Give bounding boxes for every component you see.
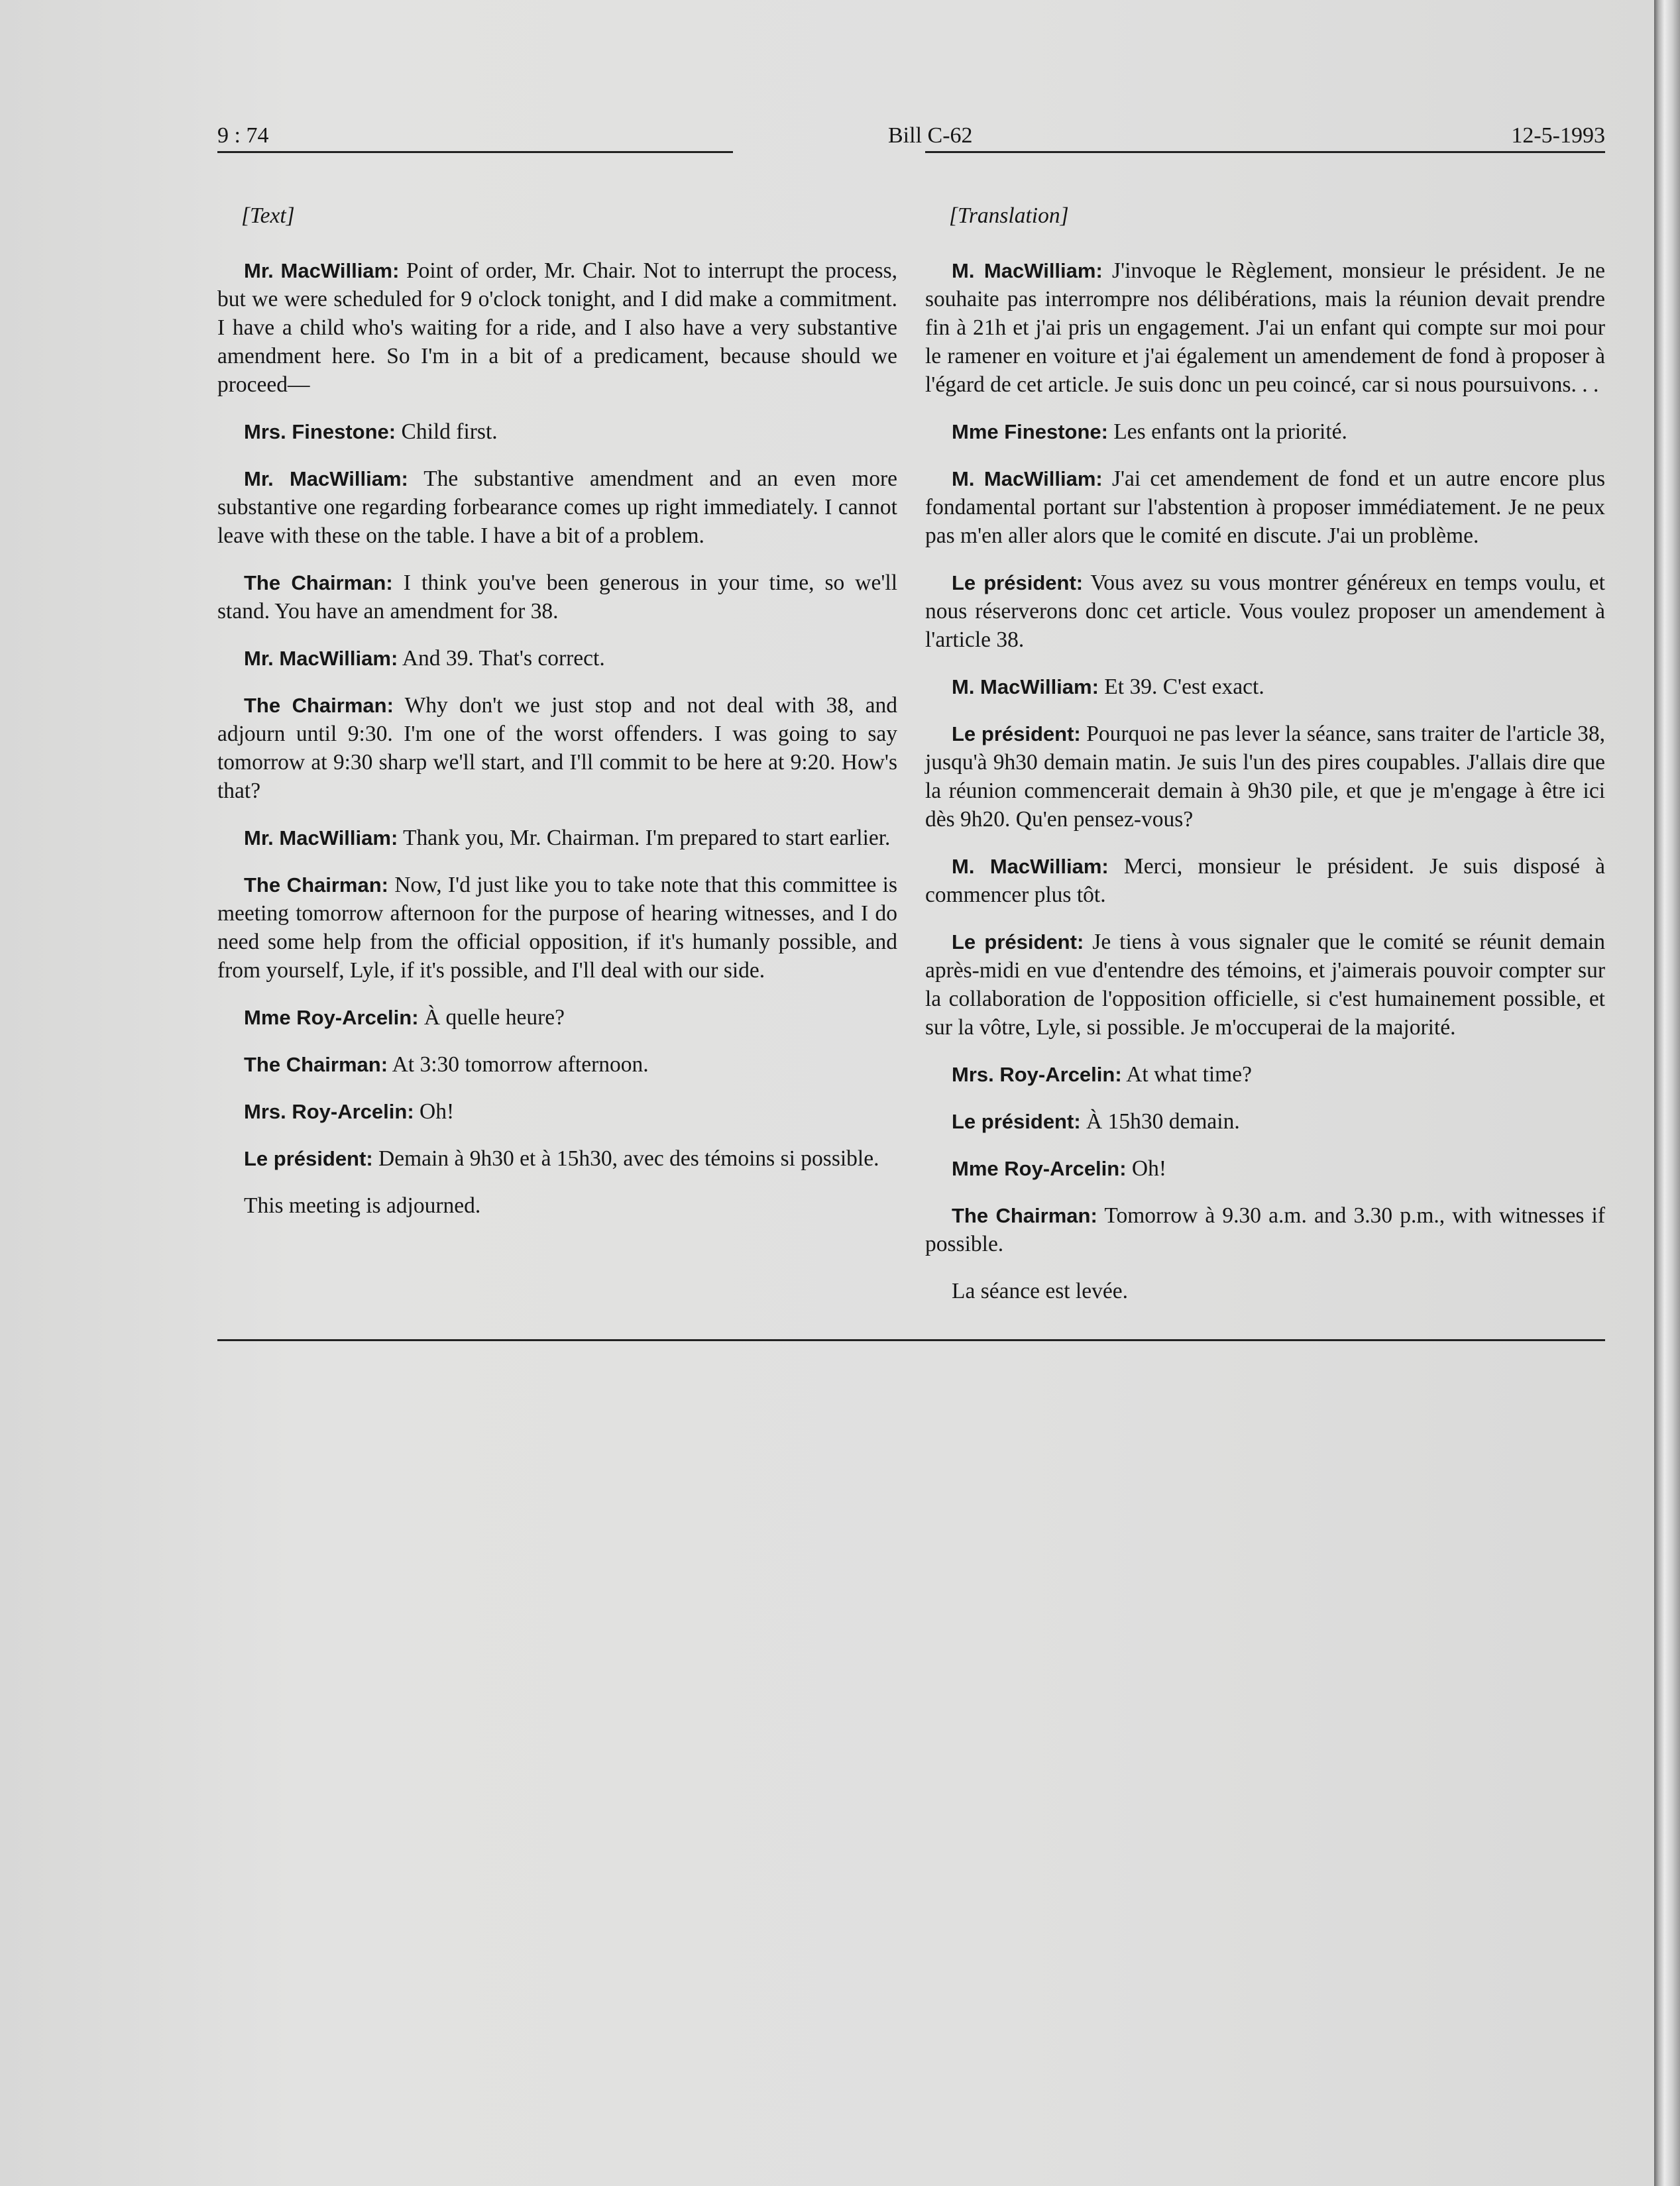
transcript-entry bbox=[217, 1191, 897, 1220]
entry-text: Oh! bbox=[420, 1099, 455, 1124]
column-heading: [Translation] bbox=[949, 203, 1069, 228]
transcript-entry bbox=[217, 256, 897, 399]
transcript-entry bbox=[217, 644, 897, 673]
entry-text: At 3:30 tomorrow afternoon. bbox=[392, 1052, 649, 1077]
transcript-entry bbox=[925, 928, 1605, 1042]
transcript-entry bbox=[217, 569, 897, 626]
transcript-entry bbox=[217, 1097, 897, 1126]
entry-text: Demain à 9h30 et à 15h30, avec des témoins si possible. bbox=[378, 1146, 879, 1171]
entry-text: Point of order, Mr. Chair. Not to interrupt the process, but we were scheduled for 9 o'clock tonight, and I did make a commitment. I have a child who's waiting for a ride, and I also have a very substantive amendment here. So I'm in a bit of a predicament, because should we proceed— bbox=[217, 258, 898, 397]
page-binding-edge bbox=[1654, 0, 1680, 2186]
running-header bbox=[217, 123, 1605, 154]
speaker-name: Mrs. Roy-Arcelin: bbox=[244, 1100, 414, 1123]
entry-text: Why don't we just stop and not deal with 38, and adjourn until 9:30. I'm one of the worst offenders. I was going to say tomorrow at 9:30 sharp we'll start, and I'll commit to be here at 9:20. How's that? bbox=[217, 693, 898, 803]
entry-text: Tomorrow à 9.30 a.m. and 3.30 p.m., with witnesses if possible. bbox=[925, 1203, 1605, 1256]
speaker-name: Mme Roy-Arcelin: bbox=[244, 1006, 419, 1029]
entry-text: La séance est levée. bbox=[952, 1279, 1128, 1303]
transcript-entry bbox=[925, 1107, 1605, 1136]
speaker-name: Mr. MacWilliam: bbox=[244, 647, 398, 670]
speaker-name: The Chairman: bbox=[244, 873, 388, 897]
speaker-name: Mme Roy-Arcelin: bbox=[952, 1157, 1127, 1180]
entry-text: At what time? bbox=[1126, 1062, 1252, 1087]
column-heading: [Text] bbox=[241, 203, 295, 228]
header-date: 12-5-1993 bbox=[1511, 123, 1605, 148]
speaker-name: Mme Finestone: bbox=[952, 420, 1108, 443]
entry-text: Oh! bbox=[1131, 1156, 1167, 1181]
speaker-name: Mr. MacWilliam: bbox=[244, 826, 398, 849]
transcript-entry bbox=[925, 256, 1605, 399]
transcript-entry bbox=[925, 852, 1605, 909]
entry-text: The substantive amendment and an even more substantive one regarding forbearance comes up right immediately. I cannot leave with these on the table. I have a bit of a problem. bbox=[217, 466, 897, 548]
transcript-entry bbox=[925, 569, 1605, 654]
speaker-name: The Chairman: bbox=[244, 694, 394, 717]
speaker-name: M. MacWilliam: bbox=[952, 675, 1099, 698]
speaker-name: Mr. MacWilliam: bbox=[244, 467, 408, 490]
entry-text: Now, I'd just like you to take note that this committee is meeting tomorrow afternoon for the purpose of hearing witnesses, and I do need some help from the official opposition, if it's humanly possible, and from yourself, Lyle, if it's possible, and I'll deal with our side. bbox=[217, 873, 897, 983]
transcript-entry bbox=[217, 1003, 897, 1032]
speaker-name: Le président: bbox=[952, 1110, 1081, 1133]
entry-text: J'ai cet amendement de fond et un autre encore plus fondamental portant sur l'abstention à proposer immédiatement. Je ne peux pas m'en aller alors que le comité en discute. J'ai un problème. bbox=[925, 466, 1606, 548]
bill-title: Bill C-62 bbox=[888, 123, 973, 148]
speaker-name: Mr. MacWilliam: bbox=[244, 259, 400, 282]
entry-text: And 39. That's correct. bbox=[402, 646, 605, 671]
transcript-entry bbox=[925, 720, 1605, 834]
speaker-name: Le président: bbox=[952, 722, 1081, 745]
speaker-name: M. MacWilliam: bbox=[952, 467, 1103, 490]
transcript-entry bbox=[217, 871, 897, 985]
transcript-entry bbox=[217, 1144, 897, 1173]
transcript-entry bbox=[925, 417, 1605, 446]
speaker-name: The Chairman: bbox=[244, 1053, 388, 1076]
page-number: 9 : 74 bbox=[217, 123, 269, 148]
speaker-name: Mrs. Roy-Arcelin: bbox=[952, 1063, 1122, 1086]
entry-text: Les enfants ont la priorité. bbox=[1113, 419, 1347, 444]
transcript-entry bbox=[217, 691, 897, 805]
speaker-name: Le président: bbox=[952, 930, 1084, 954]
entry-text: Pourquoi ne pas lever la séance, sans traiter de l'article 38, jusqu'à 9h30 demain matin. Je suis l'un des pires coupables. J'allais dire que la réunion commencerait demain à 9h30 pile, et que je m'engage à être ici dès 9h20. Qu'en pensez-vous? bbox=[925, 722, 1606, 832]
english-transcript bbox=[217, 256, 897, 1220]
english-column bbox=[217, 201, 897, 1238]
transcript-entry bbox=[925, 673, 1605, 701]
french-transcript bbox=[925, 256, 1605, 1305]
entry-text: Child first. bbox=[401, 419, 498, 444]
entry-text: Vous avez su vous montrer généreux en temps voulu, et nous réserverons donc cet article. Vous voulez proposer un amendement à l'article 38. bbox=[925, 571, 1605, 652]
speaker-name: Le président: bbox=[244, 1147, 373, 1170]
header-rule-left bbox=[217, 151, 733, 153]
transcript-entry bbox=[217, 824, 897, 852]
transcript-entry bbox=[925, 1201, 1605, 1258]
entry-text: Je tiens à vous signaler que le comité se réunit demain après-midi en vue d'entendre des témoins, et j'aimerais pouvoir compter sur la collaboration de l'opposition officielle, si c'est humainement possible, et sur la vôtre, Lyle, si possible. Je m'occuperai de la majorité. bbox=[925, 930, 1605, 1040]
speaker-name: M. MacWilliam: bbox=[952, 259, 1103, 282]
entry-text: J'invoque le Règlement, monsieur le président. Je ne souhaite pas interrompre nos délibérations, mais la réunion devait prendre fin à 21h et j'ai pris un engagement. J'ai un enfant qui compte sur moi pour le ramener en voiture et j'ai également un amendement de fond à proposer à l'égard de cet article. Je suis donc un peu coincé, car si nous poursuivons. . . bbox=[925, 258, 1605, 397]
entry-text: I think you've been generous in your time, so we'll stand. You have an amendment for 38. bbox=[217, 571, 898, 624]
transcript-entry bbox=[925, 1277, 1605, 1305]
entry-text: Merci, monsieur le président. Je suis disposé à commencer plus tôt. bbox=[925, 854, 1606, 907]
speaker-name: The Chairman: bbox=[952, 1204, 1097, 1227]
entry-text: À 15h30 demain. bbox=[1086, 1109, 1240, 1134]
header-rule-right bbox=[925, 151, 1605, 153]
column-end-rule bbox=[217, 1339, 1605, 1341]
entry-text: This meeting is adjourned. bbox=[244, 1193, 481, 1218]
speaker-name: The Chairman: bbox=[244, 571, 393, 594]
entry-text: Thank you, Mr. Chairman. I'm prepared to start earlier. bbox=[403, 826, 891, 850]
transcript-entry bbox=[925, 1154, 1605, 1183]
entry-text: Et 39. C'est exact. bbox=[1104, 675, 1264, 699]
transcript-entry bbox=[925, 465, 1605, 550]
speaker-name: Le président: bbox=[952, 571, 1084, 594]
transcript-entry bbox=[217, 465, 897, 550]
entry-text: À quelle heure? bbox=[423, 1005, 565, 1030]
french-column bbox=[925, 201, 1605, 1324]
transcript-entry bbox=[925, 1060, 1605, 1089]
transcript-entry bbox=[217, 417, 897, 446]
speaker-name: Mrs. Finestone: bbox=[244, 420, 396, 443]
speaker-name: M. MacWilliam: bbox=[952, 855, 1109, 878]
transcript-entry bbox=[217, 1050, 897, 1079]
